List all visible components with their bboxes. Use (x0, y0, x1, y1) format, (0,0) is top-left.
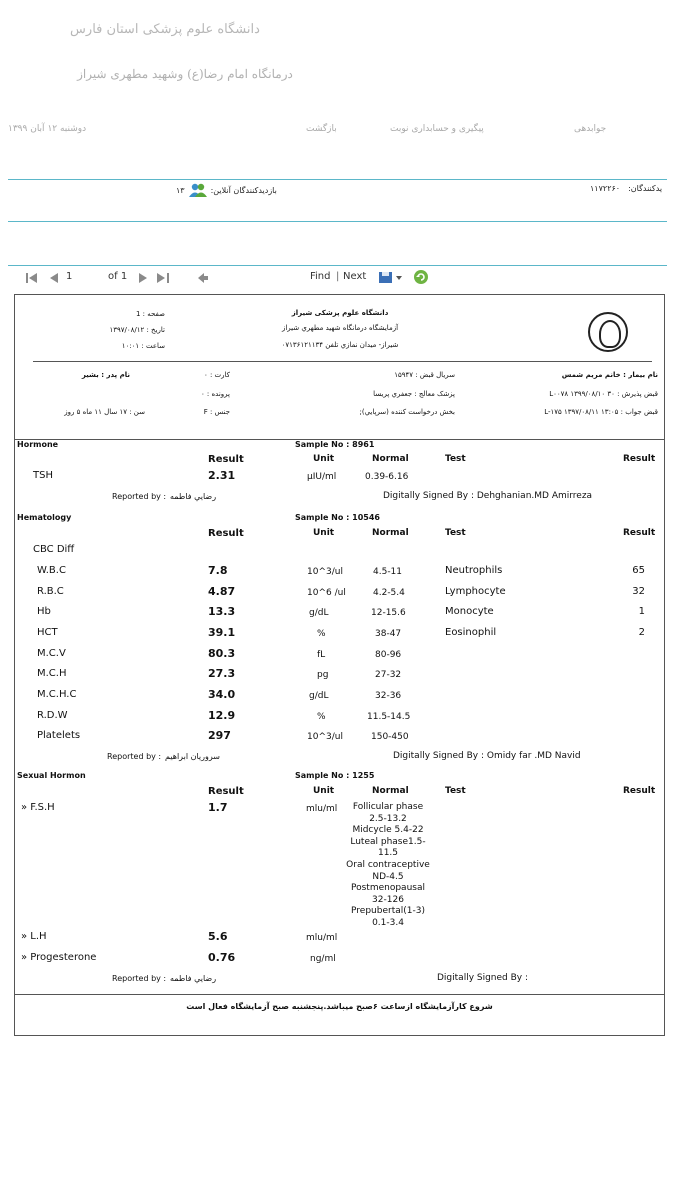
diff-value: 2 (638, 627, 645, 638)
reporter-name: رضايي فاطمه (170, 492, 217, 501)
range-line: 0.1-3.4 (372, 917, 404, 928)
col-unit: Unit (313, 786, 335, 796)
test-unit: ng/ml (310, 954, 336, 964)
report-toolbar (18, 270, 658, 288)
report-date: تاريخ : ۱۳۹۷/۰۸/۱۲ (109, 326, 165, 334)
test-name: M.C.H.C (37, 689, 77, 700)
diff-name: Neutrophils (445, 565, 503, 576)
file-number: پرونده : ۰ (200, 390, 230, 398)
range-line: 32-126 (372, 894, 404, 905)
test-unit: 10^6 /ul (307, 588, 346, 598)
test-value: 27.3 (208, 667, 236, 680)
total-visitors (590, 184, 662, 193)
range-line: Prepubertal(1-3) (351, 906, 425, 917)
divider (8, 265, 667, 266)
col-normal: Normal (372, 786, 409, 796)
test-value: 34.0 (208, 688, 236, 701)
requesting-dept: بخش درخواست کننده (سرپايي); (359, 408, 455, 416)
back-link[interactable]: بازگشت (306, 124, 337, 134)
reception-receipt: قبض پذيرش : ۳۰ ۱۳۹۹/۰۸/۱۰ L۰۰۷۸ (549, 390, 658, 398)
range-line: Midcycle 5.4-22 (352, 825, 424, 836)
online-count: ۱۳ (176, 185, 185, 195)
col-test: Test (445, 528, 466, 538)
col-test: Test (445, 454, 466, 464)
range-line: 11.5 (377, 848, 399, 859)
receipt-serial: سريال قبض : ۱۵۹۴۷ (394, 371, 455, 379)
digital-signature: Digitally Signed By : (437, 973, 529, 983)
reported-by-label: Reported by : (112, 974, 167, 983)
diff-name: Eosinophil (445, 627, 497, 638)
test-name: M.C.H (37, 668, 67, 679)
tracking-link[interactable]: پیگیری و حسابداری نوبت (390, 124, 484, 134)
col-result-2: Result (623, 454, 656, 464)
diff-value: 32 (632, 586, 645, 597)
test-name: » L.H (21, 931, 47, 942)
col-result-2: Result (623, 528, 656, 538)
online-label: بازدیدکنندگان آنلاین: (210, 185, 277, 195)
page-label: صفحه : 1 (135, 310, 165, 318)
first-page-icon[interactable] (26, 273, 38, 286)
section-sexual-hormon: Sexual Hormon (17, 771, 86, 780)
diff-name: Lymphocyte (445, 586, 506, 597)
test-name: » F.S.H (21, 802, 55, 813)
reporter-name: رضايي فاطمه (170, 974, 217, 983)
father-name: نام پدر : بشیر (81, 371, 130, 379)
university-logo (588, 312, 628, 352)
digital-signature: Digitally Signed By : Dehghanian.MD Amirreza (383, 491, 593, 501)
test-name: TSH (33, 470, 53, 481)
answers-link[interactable]: جوابدهی (574, 124, 607, 134)
test-value: 80.3 (208, 647, 236, 660)
digital-signature: Digitally Signed By : Omidy far .MD Navid (393, 751, 581, 761)
range-line: 2.5-13.2 (369, 813, 407, 824)
col-result: Result (208, 454, 244, 465)
page-count: of 1 (108, 271, 128, 282)
range-line: Postmenopausal (351, 883, 425, 894)
online-visitors (170, 182, 277, 198)
sample-number: Sample No : 8961 (295, 440, 375, 449)
range-line: Follicular phase (352, 802, 424, 812)
test-name: HCT (37, 627, 58, 638)
next-link[interactable]: Next (343, 271, 367, 282)
cbc-group: CBC Diff (33, 544, 75, 555)
export-icon[interactable] (378, 269, 404, 288)
test-normal: 32-36 (375, 691, 402, 701)
test-normal: 27-32 (375, 670, 402, 680)
test-normal: 150-450 (371, 732, 409, 742)
card-number: کارت : ۰ (203, 371, 230, 379)
find-link[interactable]: Find (310, 271, 331, 282)
patient-age: سن : ۱۷ سال ۱۱ ماه ۵ روز (64, 408, 145, 416)
test-value: 39.1 (208, 626, 236, 639)
treating-doctor: پزشک معالج : جعفري پريسا (373, 390, 455, 398)
diff-value: 65 (632, 565, 645, 576)
col-result: Result (208, 786, 244, 797)
test-normal: 4.2-5.4 (373, 588, 405, 598)
test-unit: % (317, 629, 326, 639)
test-unit: 10^3/ul (307, 732, 343, 742)
lab-university: دانشگاه علوم پزشکی شیراز (291, 309, 389, 317)
test-name: R.D.W (37, 710, 68, 721)
test-name: M.C.V (37, 648, 66, 659)
lab-report (14, 294, 665, 1036)
diff-name: Monocyte (445, 606, 494, 617)
lab-hours-note: شروع کارآزمایشگاه ازساعت ۶صبح میباشد.پنجشنبه صبح آزمایشگاه فعال است (186, 1002, 493, 1011)
sample-number: Sample No : 10546 (295, 513, 380, 522)
section-hematology: Hematology (17, 513, 72, 522)
test-unit: mlu/ml (306, 933, 338, 943)
back-arrow-icon[interactable] (198, 273, 208, 286)
test-name: Hb (37, 606, 51, 617)
test-normal: 4.5-11 (373, 567, 403, 577)
col-test: Test (445, 786, 466, 796)
col-normal: Normal (372, 454, 409, 464)
header-rule (33, 361, 652, 362)
test-normal: 38-47 (375, 629, 402, 639)
lab-name: آزمایشگاه درمانگاه شهید مطهري شیراز (281, 324, 399, 332)
test-unit: % (317, 712, 326, 722)
test-value: 5.6 (208, 930, 228, 943)
sample-number: Sample No : 1255 (295, 771, 375, 780)
diff-value: 1 (638, 606, 645, 617)
footer-rule (15, 994, 664, 995)
test-normal: 80-96 (375, 650, 402, 660)
reported-by-label: Reported by : (112, 492, 167, 501)
test-normal: 0.39-6.16 (365, 472, 409, 482)
test-name: R.B.C (37, 586, 64, 597)
next-page-icon[interactable] (138, 273, 147, 286)
test-value: 12.9 (208, 709, 236, 722)
lab-address: شیراز- میدان نمازي تلفن ۰۷۱۳۶۱۲۱۱۳۴ (281, 341, 399, 349)
divider (8, 221, 667, 222)
test-unit: g/dL (309, 691, 329, 701)
range-line: Luteal phase1.5- (350, 836, 426, 847)
refresh-icon[interactable] (413, 269, 429, 288)
fsh-normal-ranges (337, 802, 439, 930)
reporter-name: سروريان ابراهیم (165, 752, 220, 761)
test-unit: 10^3/ul (307, 567, 343, 577)
test-name: Platelets (37, 730, 81, 741)
clinic-title: درمانگاه امام رضا(ع) وشهید مطهری شیراز (77, 67, 293, 81)
test-value: 4.87 (208, 585, 236, 598)
test-value: 13.3 (208, 605, 236, 618)
answer-receipt: قبض جواب : ۱۳:۰۵ ۱۳۹۷/۰۸/۱۱ L-۱۷۵ (544, 408, 658, 416)
test-unit: mlu/ml (306, 804, 338, 814)
reported-by-label: Reported by : (107, 752, 162, 761)
test-normal: 12-15.6 (371, 608, 406, 618)
prev-page-icon[interactable] (50, 273, 59, 286)
test-value: 297 (208, 729, 231, 742)
test-normal: 11.5-14.5 (367, 712, 411, 722)
divider (8, 179, 667, 180)
test-unit: µIU/ml (307, 472, 337, 482)
test-name: » Progesterone (21, 952, 97, 963)
col-unit: Unit (313, 454, 335, 464)
university-title: دانشگاه علوم پزشکی استان فارس (70, 22, 260, 37)
test-value: 1.7 (208, 801, 228, 814)
test-unit: fL (317, 650, 326, 660)
col-unit: Unit (313, 528, 335, 538)
patient-name: نام بیمار : خانم مريم شمس (561, 371, 658, 379)
gender: جنس : F (203, 408, 230, 416)
test-value: 7.8 (208, 564, 228, 577)
total-label: یدکنندگان: (628, 184, 663, 193)
current-date: دوشنبه ۱۲ آبان ۱۳۹۹ (8, 124, 87, 134)
test-value: 0.76 (208, 951, 236, 964)
col-result-2: Result (623, 786, 656, 796)
find-separator: | (336, 271, 340, 282)
test-value: 2.31 (208, 469, 236, 482)
last-page-icon[interactable] (157, 273, 169, 286)
test-name: W.B.C (37, 565, 66, 576)
col-result: Result (208, 528, 244, 539)
test-unit: g/dL (309, 608, 329, 618)
users-icon (188, 182, 208, 198)
report-time: ساعت : ۱۰:۰۱ (121, 342, 165, 350)
range-line: ND-4.5 (372, 871, 404, 882)
test-unit: pg (317, 670, 329, 680)
range-line: Oral contraceptive (346, 859, 430, 870)
total-count: ۱۱۷۲۲۶۰ (590, 184, 621, 193)
page-number-input[interactable]: 1 (66, 271, 73, 282)
section-hormone: Hormone (17, 440, 59, 449)
col-normal: Normal (372, 528, 409, 538)
